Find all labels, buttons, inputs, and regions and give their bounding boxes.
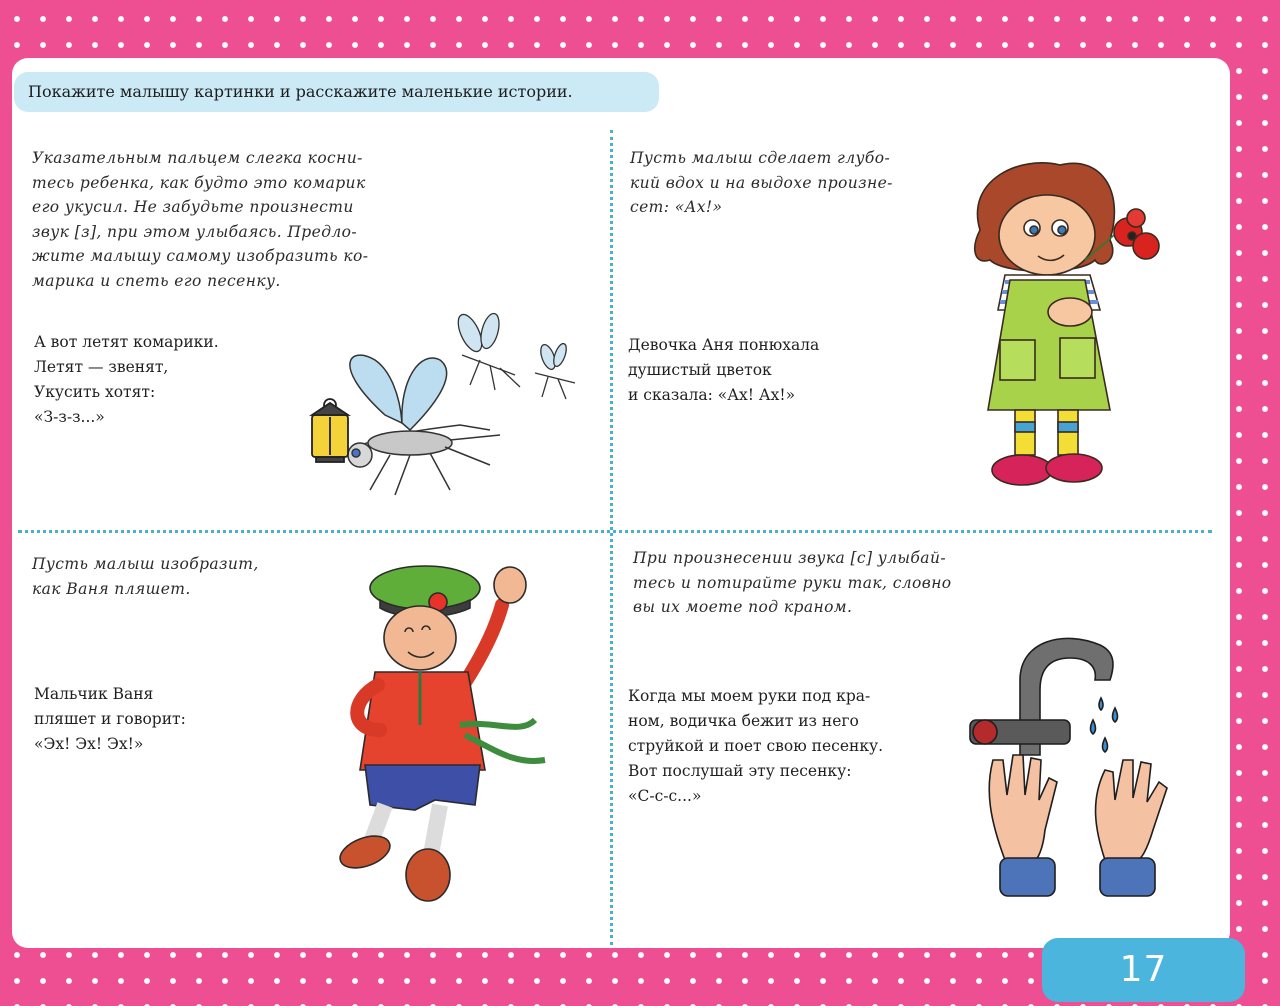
page-number: 17 bbox=[1042, 938, 1245, 1002]
instruction-line: тесь ребенка, как будто это комарик bbox=[32, 173, 366, 192]
rhyme-line: «С-с-с...» bbox=[628, 787, 702, 805]
rhyme-line: «З-з-з...» bbox=[34, 408, 105, 426]
top-left-rhyme bbox=[34, 330, 219, 430]
instruction-line: Указательным пальцем слегка косни- bbox=[32, 149, 363, 167]
rhyme-line: пляшет и говорит: bbox=[34, 710, 186, 728]
instruction-line: Пусть малыш изобразит, bbox=[32, 555, 259, 573]
top-right-instruction bbox=[630, 146, 893, 220]
instruction-line: вы их моете под краном. bbox=[633, 598, 853, 616]
dancing-boy-illustration bbox=[320, 560, 560, 910]
vertical-divider bbox=[610, 130, 613, 945]
instruction-line: его укусил. Не забудьте произнести bbox=[32, 198, 354, 216]
rhyme-line: Вот послушай эту песенку: bbox=[628, 762, 852, 780]
rhyme-line: «Эх! Эх! Эх!» bbox=[34, 735, 144, 753]
top-right-rhyme bbox=[628, 333, 819, 408]
girl-with-flower-illustration bbox=[960, 160, 1200, 505]
bottom-left-instruction bbox=[32, 552, 259, 601]
instruction-line: кий вдох и на выдохе произне- bbox=[630, 173, 893, 192]
instruction-line: звук [з], при этом улыбаясь. Предло- bbox=[32, 222, 358, 241]
bottom-right-instruction bbox=[633, 546, 952, 620]
rhyme-line: Когда мы моем руки под кра- bbox=[628, 687, 871, 705]
bottom-left-rhyme bbox=[34, 682, 186, 757]
rhyme-line: Укусить хотят: bbox=[34, 383, 156, 401]
rhyme-line: душистый цветок bbox=[628, 361, 772, 379]
rhyme-line: Летят — звенят, bbox=[34, 358, 169, 376]
rhyme-line: ном, водичка бежит из него bbox=[628, 712, 859, 730]
washing-hands-illustration bbox=[965, 620, 1175, 915]
rhyme-line: струйкой и поет свою песенку. bbox=[628, 737, 884, 755]
instruction-line: тесь и потирайте руки так, словно bbox=[633, 573, 952, 592]
page-heading: Покажите малышу картинки и расскажите маленькие истории. bbox=[14, 72, 659, 112]
rhyme-line: Мальчик Ваня bbox=[34, 685, 154, 703]
rhyme-line: А вот летят комарики. bbox=[34, 333, 219, 351]
bottom-right-rhyme bbox=[628, 684, 883, 809]
instruction-line: марика и спеть его песенку. bbox=[32, 271, 281, 290]
instruction-line: сет: «Ах!» bbox=[630, 198, 723, 216]
instruction-line: жите малышу самому изобразить ко- bbox=[32, 247, 369, 265]
rhyme-line: Девочка Аня понюхала bbox=[628, 336, 820, 354]
instruction-line: При произнесении звука [с] улыбай- bbox=[633, 549, 946, 567]
mosquito-illustration bbox=[290, 305, 590, 500]
horizontal-divider bbox=[18, 530, 1212, 533]
rhyme-line: и сказала: «Ах! Ах!» bbox=[628, 386, 796, 404]
instruction-line: как Ваня пляшет. bbox=[32, 579, 191, 598]
instruction-line: Пусть малыш сделает глубо- bbox=[630, 149, 891, 167]
top-left-instruction bbox=[32, 146, 368, 293]
